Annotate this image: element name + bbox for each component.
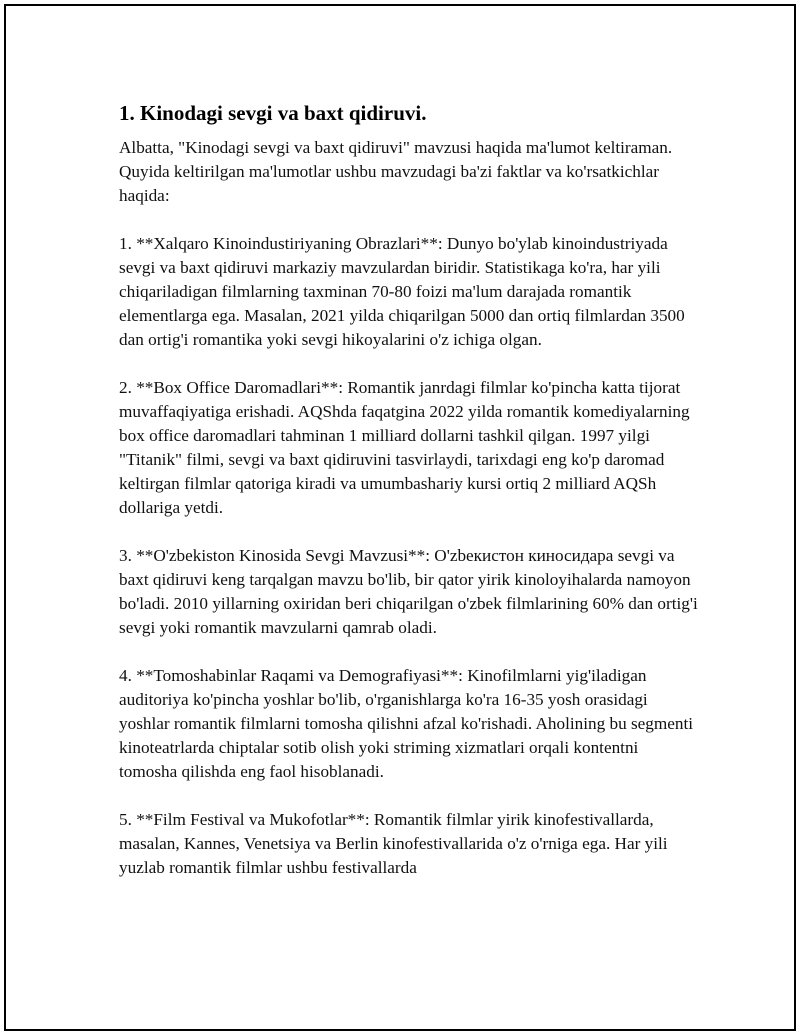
- section-paragraph-5: 5. **Film Festival va Mukofotlar**: Romantik filmlar yirik kinofestivallarda, masalan, Kannes, Venetsiya va Berlin kinofestivallarida o'z o'rniga ega. Har yili yuzlab romantik filmlar ushbu festivallarda: [119, 810, 668, 877]
- document-page: [4, 4, 796, 1031]
- document-content: [119, 98, 699, 904]
- section-paragraph-4: 4. **Tomoshabinlar Raqami va Demografiyasi**: Kinofilmlarni yig'iladigan auditoriya ko'pincha yoshlar bo'lib, o'rganishlarga ko'ra 16-35 yosh orasidagi yoshlar romantik filmlarni tomosha qilishni afzal ko'rishadi. Aholining bu segmenti kinoteatrlarda chiptalar sotib olish yoki striming xizmatlari orqali kontentni tomosha qilishda eng faol hisoblanadi.: [119, 666, 694, 781]
- section-paragraph-3: 3. **O'zbekiston Kinosida Sevgi Mavzusi**: O'zbекистон киносидара sevgi va baxt qidiruvi keng tarqalgan mavzu bo'lib, bir qator yirik kinoloyihalarda namoyon bo'ladi. 2010 yillarning oxiridan beri chiqarilgan o'zbek filmlarining 60% dan ortig'i sevgi yoki romantik mavzularni qamrab oladi.: [119, 546, 698, 637]
- section-paragraph-1: 1. **Xalqaro Kinoindustiriyaning Obrazlari**: Dunyo bo'ylab kinoindustriyada sevgi va baxt qidiruvi markaziy mavzulardan biridir. Statistikaga ko'ra, har yili chiqariladigan filmlarning taxminan 70-80 foizi ma'lum darajada romantik elementlarga ega. Masalan, 2021 yilda chiqarilgan 5000 dan ortiq filmlardan 3500 dan ortig'i romantika yoki sevgi hikoyalarini o'z ichiga olgan.: [119, 234, 685, 349]
- document-title: 1. Kinodagi sevgi va baxt qidiruvi.: [119, 101, 427, 125]
- intro-paragraph: Albatta, "Kinodagi sevgi va baxt qidiruvi" mavzusi haqida ma'lumot keltiraman. Quyida keltirilgan ma'lumotlar ushbu mavzudagi ba'zi faktlar va ko'rsatkichlar haqida:: [119, 138, 673, 205]
- section-paragraph-2: 2. **Box Office Daromadlari**: Romantik janrdagi filmlar ko'pincha katta tijorat muvaffaqiyatiga erishadi. AQShda faqatgina 2022 yilda romantik komediyalarning box office daromadlari tahminan 1 milliard dollarni tashkil qilgan. 1997 yilgi "Titanik" filmi, sevgi va baxt qidiruvini tasvirlaydi, tarixdagi eng ko'p daromad keltirgan filmlar qatoriga kiradi va umumbashariy kursi ortiq 2 milliard AQSh dollariga yetdi.: [119, 378, 690, 517]
